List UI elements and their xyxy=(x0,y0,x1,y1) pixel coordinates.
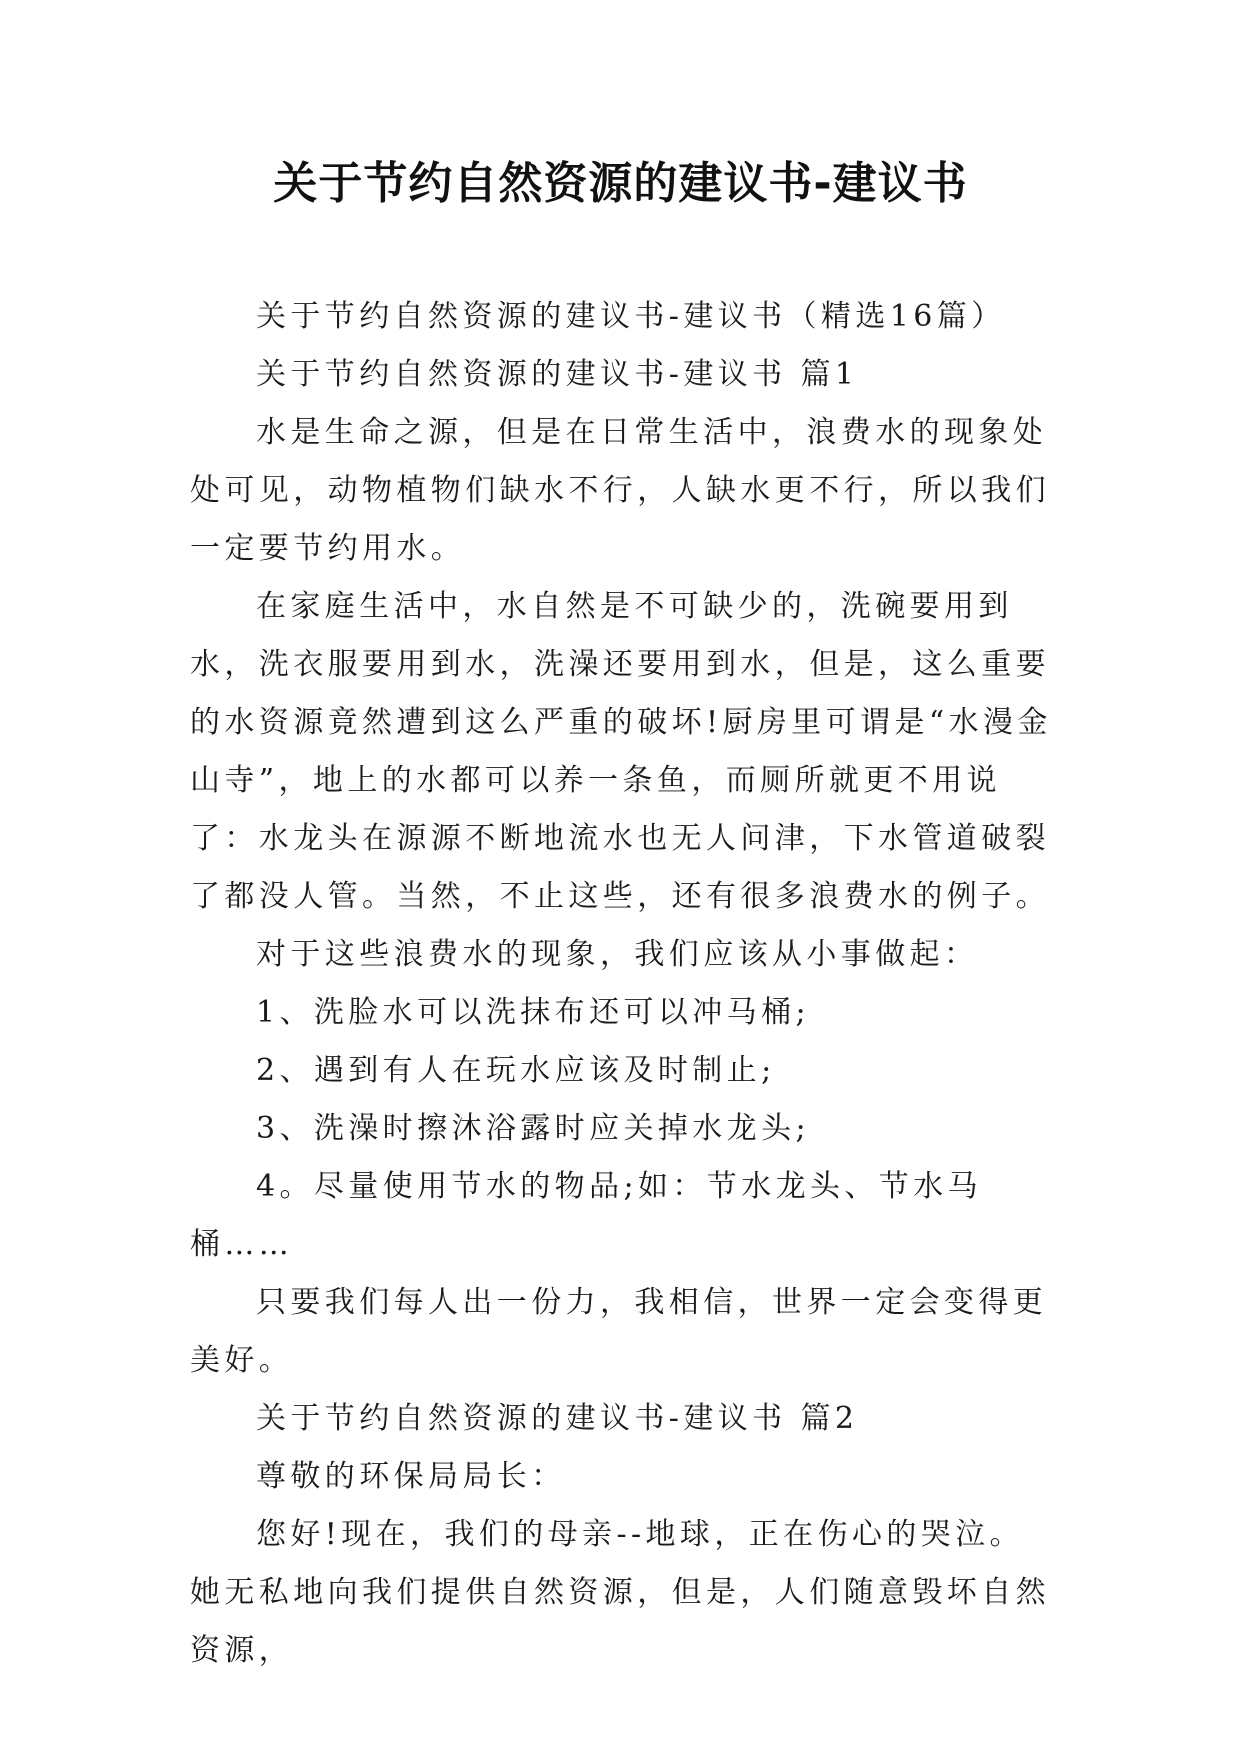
list-item: 2、遇到有人在玩水应该及时制止; xyxy=(256,1053,776,1088)
body-paragraph: 您好!现在，我们的母亲--地球，正在伤心的哭泣。她无私地向我们提供自然资源，但是，人们随意毁坏自然资源， xyxy=(190,1517,1050,1668)
document-body xyxy=(190,288,1052,1680)
subtitle-paragraph: 关于节约自然资源的建议书-建议书（精选16篇） xyxy=(256,299,1006,334)
salutation: 尊敬的环保局局长： xyxy=(256,1459,566,1494)
list-item: 1、洗脸水可以洗抹布还可以冲马桶; xyxy=(256,995,810,1030)
body-paragraph: 对于这些浪费水的现象，我们应该从小事做起： xyxy=(256,937,979,972)
body-paragraph: 在家庭生活中，水自然是不可缺少的，洗碗要用到水，洗衣服要用到水，洗澡还要用到水，但是，这么重要的水资源竟然遭到这么严重的破坏!厨房里可谓是“水漫金山寺”，地上的水都可以养一条鱼，而厕所就更不用说了：水龙头在源源不断地流水也无人问津，下水管道破裂了都没人管。当然，不止这些，还有很多浪费水的例子。 xyxy=(190,589,1052,914)
section-heading-1: 关于节约自然资源的建议书-建议书 篇1 xyxy=(256,357,859,392)
list-item: 3、洗澡时擦沐浴露时应关掉水龙头; xyxy=(256,1111,810,1146)
document-title: 关于节约自然资源的建议书-建议书 xyxy=(273,158,968,209)
body-paragraph: 只要我们每人出一份力，我相信，世界一定会变得更美好。 xyxy=(190,1285,1048,1378)
body-paragraph: 水是生命之源，但是在日常生活中，浪费水的现象处处可见，动物植物们缺水不行，人缺水更不行，所以我们一定要节约用水。 xyxy=(190,415,1050,566)
list-item: 4。尽量使用节水的物品;如：节水龙头、节水马桶…… xyxy=(190,1169,982,1262)
section-heading-2: 关于节约自然资源的建议书-建议书 篇2 xyxy=(256,1401,859,1436)
